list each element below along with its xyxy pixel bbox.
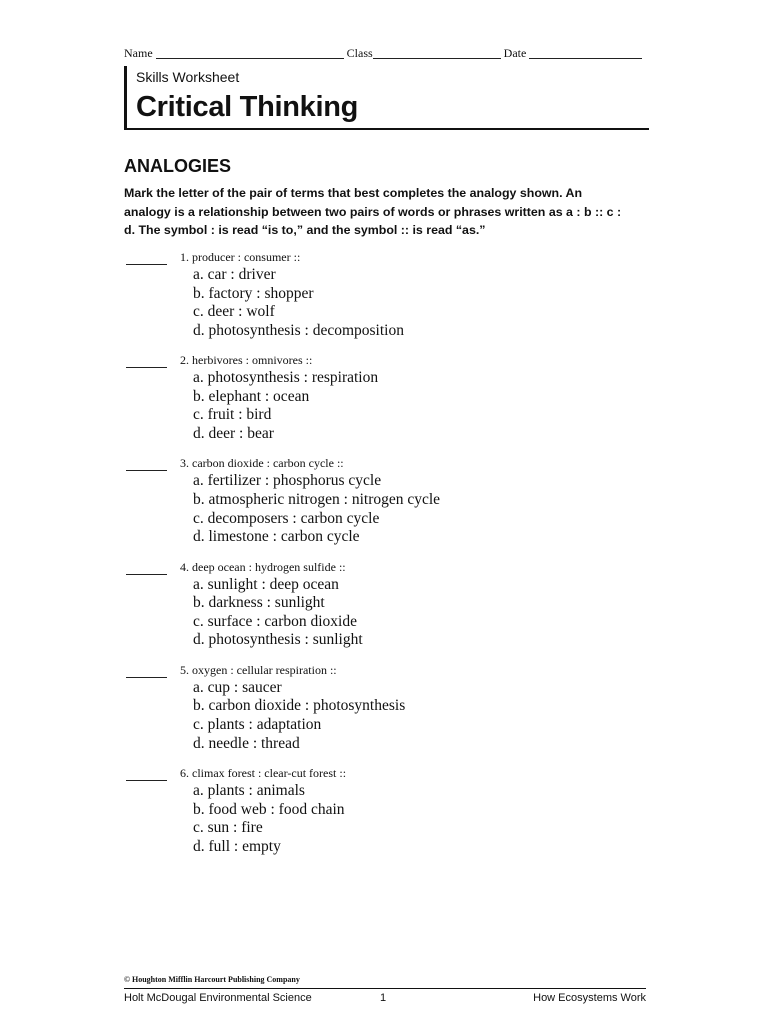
answer-option: c. surface : carbon dioxide: [193, 612, 357, 630]
answer-options: [193, 266, 404, 340]
question-stem: 1. producer : consumer ::: [180, 250, 301, 264]
answer-options: [193, 472, 440, 546]
answer-blank[interactable]: [126, 355, 167, 368]
question-stem: 4. deep ocean : hydrogen sulfide ::: [180, 559, 346, 574]
answer-option: d. needle : thread: [193, 734, 300, 752]
copyright-notice: © Houghton Mifflin Harcourt Publishing Company: [124, 975, 300, 984]
answer-option: b. food web : food chain: [193, 800, 345, 818]
answer-option: b. darkness : sunlight: [193, 594, 325, 612]
answer-option: c. decomposers : carbon cycle: [193, 509, 380, 527]
question-stem: 6. climax forest : clear-cut forest ::: [180, 765, 347, 780]
class-field[interactable]: [373, 47, 501, 59]
student-info-line: [124, 46, 646, 61]
answer-option: c. fruit : bird: [193, 406, 272, 424]
page-footer: [124, 988, 646, 1004]
instructions: Mark the letter of the pair of terms that best completes the analogy shown. An analogy is a relationship between two pairs of words or phrases written as a : b :: c : d. The symbol : is read “is to,” and the symbol :: is read “as.”: [124, 186, 622, 238]
question-item: [124, 456, 654, 559]
answer-blank[interactable]: [126, 562, 167, 575]
answer-option: d. photosynthesis : sunlight: [193, 631, 363, 649]
date-label: Date: [503, 46, 527, 60]
footer-chapter-title: How Ecosystems Work: [533, 992, 646, 1004]
answer-option: a. sunlight : deep ocean: [193, 575, 339, 593]
answer-option: b. elephant : ocean: [193, 387, 310, 405]
answer-blank[interactable]: [126, 665, 167, 678]
answer-option: d. limestone : carbon cycle: [193, 528, 360, 546]
answer-option: d. deer : bear: [193, 424, 274, 442]
footer-book-title: Holt McDougal Environmental Science: [124, 992, 312, 1004]
question-item: [124, 560, 654, 663]
answer-option: a. car : driver: [193, 266, 276, 283]
answer-options: [193, 782, 345, 856]
answer-option: c. deer : wolf: [193, 303, 275, 321]
date-field[interactable]: [529, 47, 642, 59]
answer-blank[interactable]: [126, 768, 167, 781]
question-item: [124, 766, 654, 869]
answer-option: c. plants : adaptation: [193, 715, 322, 733]
question-stem: 2. herbivores : omnivores ::: [180, 353, 313, 368]
answer-option: d. photosynthesis : decomposition: [193, 321, 404, 339]
answer-option: a. cup : saucer: [193, 678, 282, 696]
answer-blank[interactable]: [126, 458, 167, 471]
question-item: [124, 250, 654, 353]
answer-blank[interactable]: [126, 252, 167, 265]
question-stem: 5. oxygen : cellular respiration ::: [180, 662, 337, 677]
answer-option: b. factory : shopper: [193, 284, 314, 302]
answer-options: [193, 369, 378, 443]
section-title: ANALOGIES: [124, 156, 232, 176]
title-block: [124, 66, 649, 130]
worksheet-type: Skills Worksheet: [136, 69, 240, 85]
answer-option: b. carbon dioxide : photosynthesis: [193, 697, 406, 715]
class-label: Class: [346, 46, 373, 60]
question-item: [124, 663, 654, 766]
name-label: Name: [124, 46, 153, 60]
answer-option: d. full : empty: [193, 837, 281, 855]
answer-option: a. plants : animals: [193, 781, 305, 799]
question-list: [124, 250, 654, 869]
answer-option: a. fertilizer : phosphorus cycle: [193, 472, 382, 490]
name-field[interactable]: [156, 47, 344, 59]
answer-option: a. photosynthesis : respiration: [193, 369, 379, 387]
answer-option: c. sun : fire: [193, 819, 263, 837]
answer-options: [193, 679, 405, 753]
answer-options: [193, 576, 363, 650]
page-number: 1: [380, 992, 387, 1004]
question-item: [124, 353, 654, 456]
question-stem: 3. carbon dioxide : carbon cycle ::: [180, 456, 344, 471]
page-title: Critical Thinking: [136, 91, 359, 123]
answer-option: b. atmospheric nitrogen : nitrogen cycle: [193, 490, 441, 508]
